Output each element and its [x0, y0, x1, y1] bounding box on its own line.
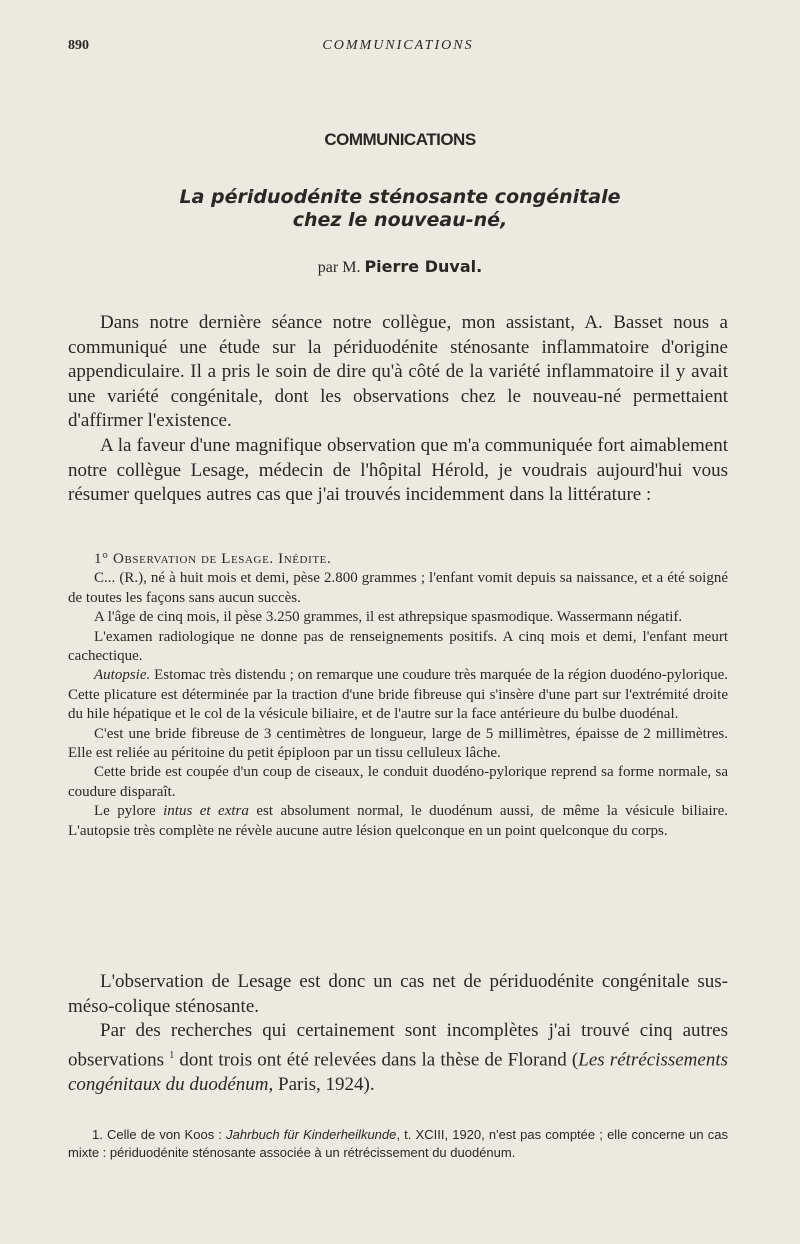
footnote-journal: Jahrbuch für Kinderheilkunde	[226, 1127, 397, 1142]
p7-text-a: Le pylore	[94, 803, 156, 820]
running-header	[68, 38, 728, 58]
footnote-text-a: 1. Celle de von Koos :	[92, 1127, 222, 1142]
autopsy-text: Estomac très distendu ; on remarque une coudure très marquée de la région duodéno-pylorique. Cette plicature est déterminée par la traction d'une bride fibreuse qui s'insère d'une part sur l'extrémité droite du hile hépatique et le col de la vésicule biliaire, et de l'autre sur la face antérieure du bulbe duodénal.	[68, 667, 728, 723]
conclusion-text-c: , Paris, 1924).	[268, 1073, 375, 1095]
observation-paragraph-4	[68, 666, 728, 724]
author-name: Pierre Duval.	[364, 257, 483, 276]
page-number: 890	[68, 38, 89, 53]
section-title: COMMUNICATIONS	[324, 130, 476, 149]
article-title	[0, 186, 800, 232]
footnote-ref: 1	[169, 1049, 175, 1061]
p7-italic: intus et extra	[163, 803, 249, 820]
conclusion-text-b: dont trois ont été relevées dans la thèse de Florand	[179, 1049, 567, 1071]
autopsy-label: Autopsie.	[94, 667, 151, 684]
footnote	[68, 1126, 728, 1161]
intro-paragraph-2: A la faveur d'une magnifique observation que m'a communiquée fort aimablement notre collègue Lesage, médecin de l'hôpital Hérold, je voudrais aujourd'hui vous résumer quelques autres cas que j'ai trouvés incidemment dans la littérature :	[68, 434, 728, 506]
observation-heading: 1° Observation de Lesage. Inédite.	[94, 551, 332, 567]
intro-paragraph-1: Dans notre dernière séance notre collègue, mon assistant, A. Basset nous a communiqué une étude sur la périduodénite sténosante inflammatoire d'origine appendiculaire. Il a pris le soin de dire qu'à côté de la variété inflammatoire il y avait une variété congénitale, dont les observations chez le nouveau-né permettaient d'affirmer l'existence.	[68, 312, 728, 432]
observation-lesage	[68, 550, 728, 841]
observation-paragraph-2: A l'âge de cinq mois, il pèse 3.250 grammes, il est athrepsique spasmodique. Wassermann négatif.	[94, 609, 683, 626]
observation-paragraph-1: C... (R.), né à huit mois et demi, pèse 2.800 grammes ; l'enfant vomit depuis sa naissance, et a été soigné de toutes les façons sans aucun succès.	[68, 570, 728, 606]
article-title-line-2: chez le nouveau-né,	[292, 209, 508, 231]
observation-paragraph-7	[68, 802, 728, 841]
p7-text-b: est absolument normal, le duodénum aussi, de même la vésicule biliaire. L'autopsie très complète ne révèle aucune autre lésion quelconque en un point quelconque du corps.	[68, 803, 729, 839]
thesis-title: Les rétrécissements congénitaux du duodénum	[68, 1049, 729, 1095]
footnote-text	[68, 1126, 728, 1161]
introduction	[68, 311, 728, 508]
observation-paragraph-3: L'examen radiologique ne donne pas de renseignements positifs. A cinq mois et demi, l'enfant meurt cachectique.	[68, 628, 728, 665]
conclusion-text-a: Par des recherches qui certainement sont incomplètes j'ai trouvé cinq autres observations	[68, 1020, 728, 1071]
conclusion-paragraph-2: Par des recherches qui certainement sont incomplètes j'ai trouvé cinq autres observations $^1$ dont trois ont été relevées dans la thèse de Florand (Les rétrécissements congénitaux du duodénum, Paris, 1924).	[68, 1020, 729, 1095]
observation-paragraph-6: Cette bride est coupée d'un coup de ciseaux, le conduit duodéno-pylorique reprend sa forme normale, sa coudure disparaît.	[68, 764, 728, 800]
article-title-line-1: La périduodénite sténosante congénitale	[179, 186, 621, 208]
conclusion	[68, 970, 728, 1097]
author-prefix: par M.	[317, 259, 361, 276]
footnote-text-b: , t. XCIII, 1920, n'est pas comptée ; elle concerne un cas mixte : périduodénite sténosante associée à un rétrécissement du duodénum.	[68, 1127, 728, 1160]
author-line	[0, 257, 800, 277]
running-title: COMMUNICATIONS	[322, 38, 474, 53]
conclusion-paragraph-1: L'observation de Lesage est donc un cas net de périduodénite congénitale sus-méso-colique sténosante.	[68, 971, 728, 1017]
observation-paragraph-5: C'est une bride fibreuse de 3 centimètres de longueur, large de 5 millimètres, épaisse de 2 millimètres. Elle est reliée au péritoine du petit épiploon par un tissu celluleux lâche.	[68, 725, 728, 762]
